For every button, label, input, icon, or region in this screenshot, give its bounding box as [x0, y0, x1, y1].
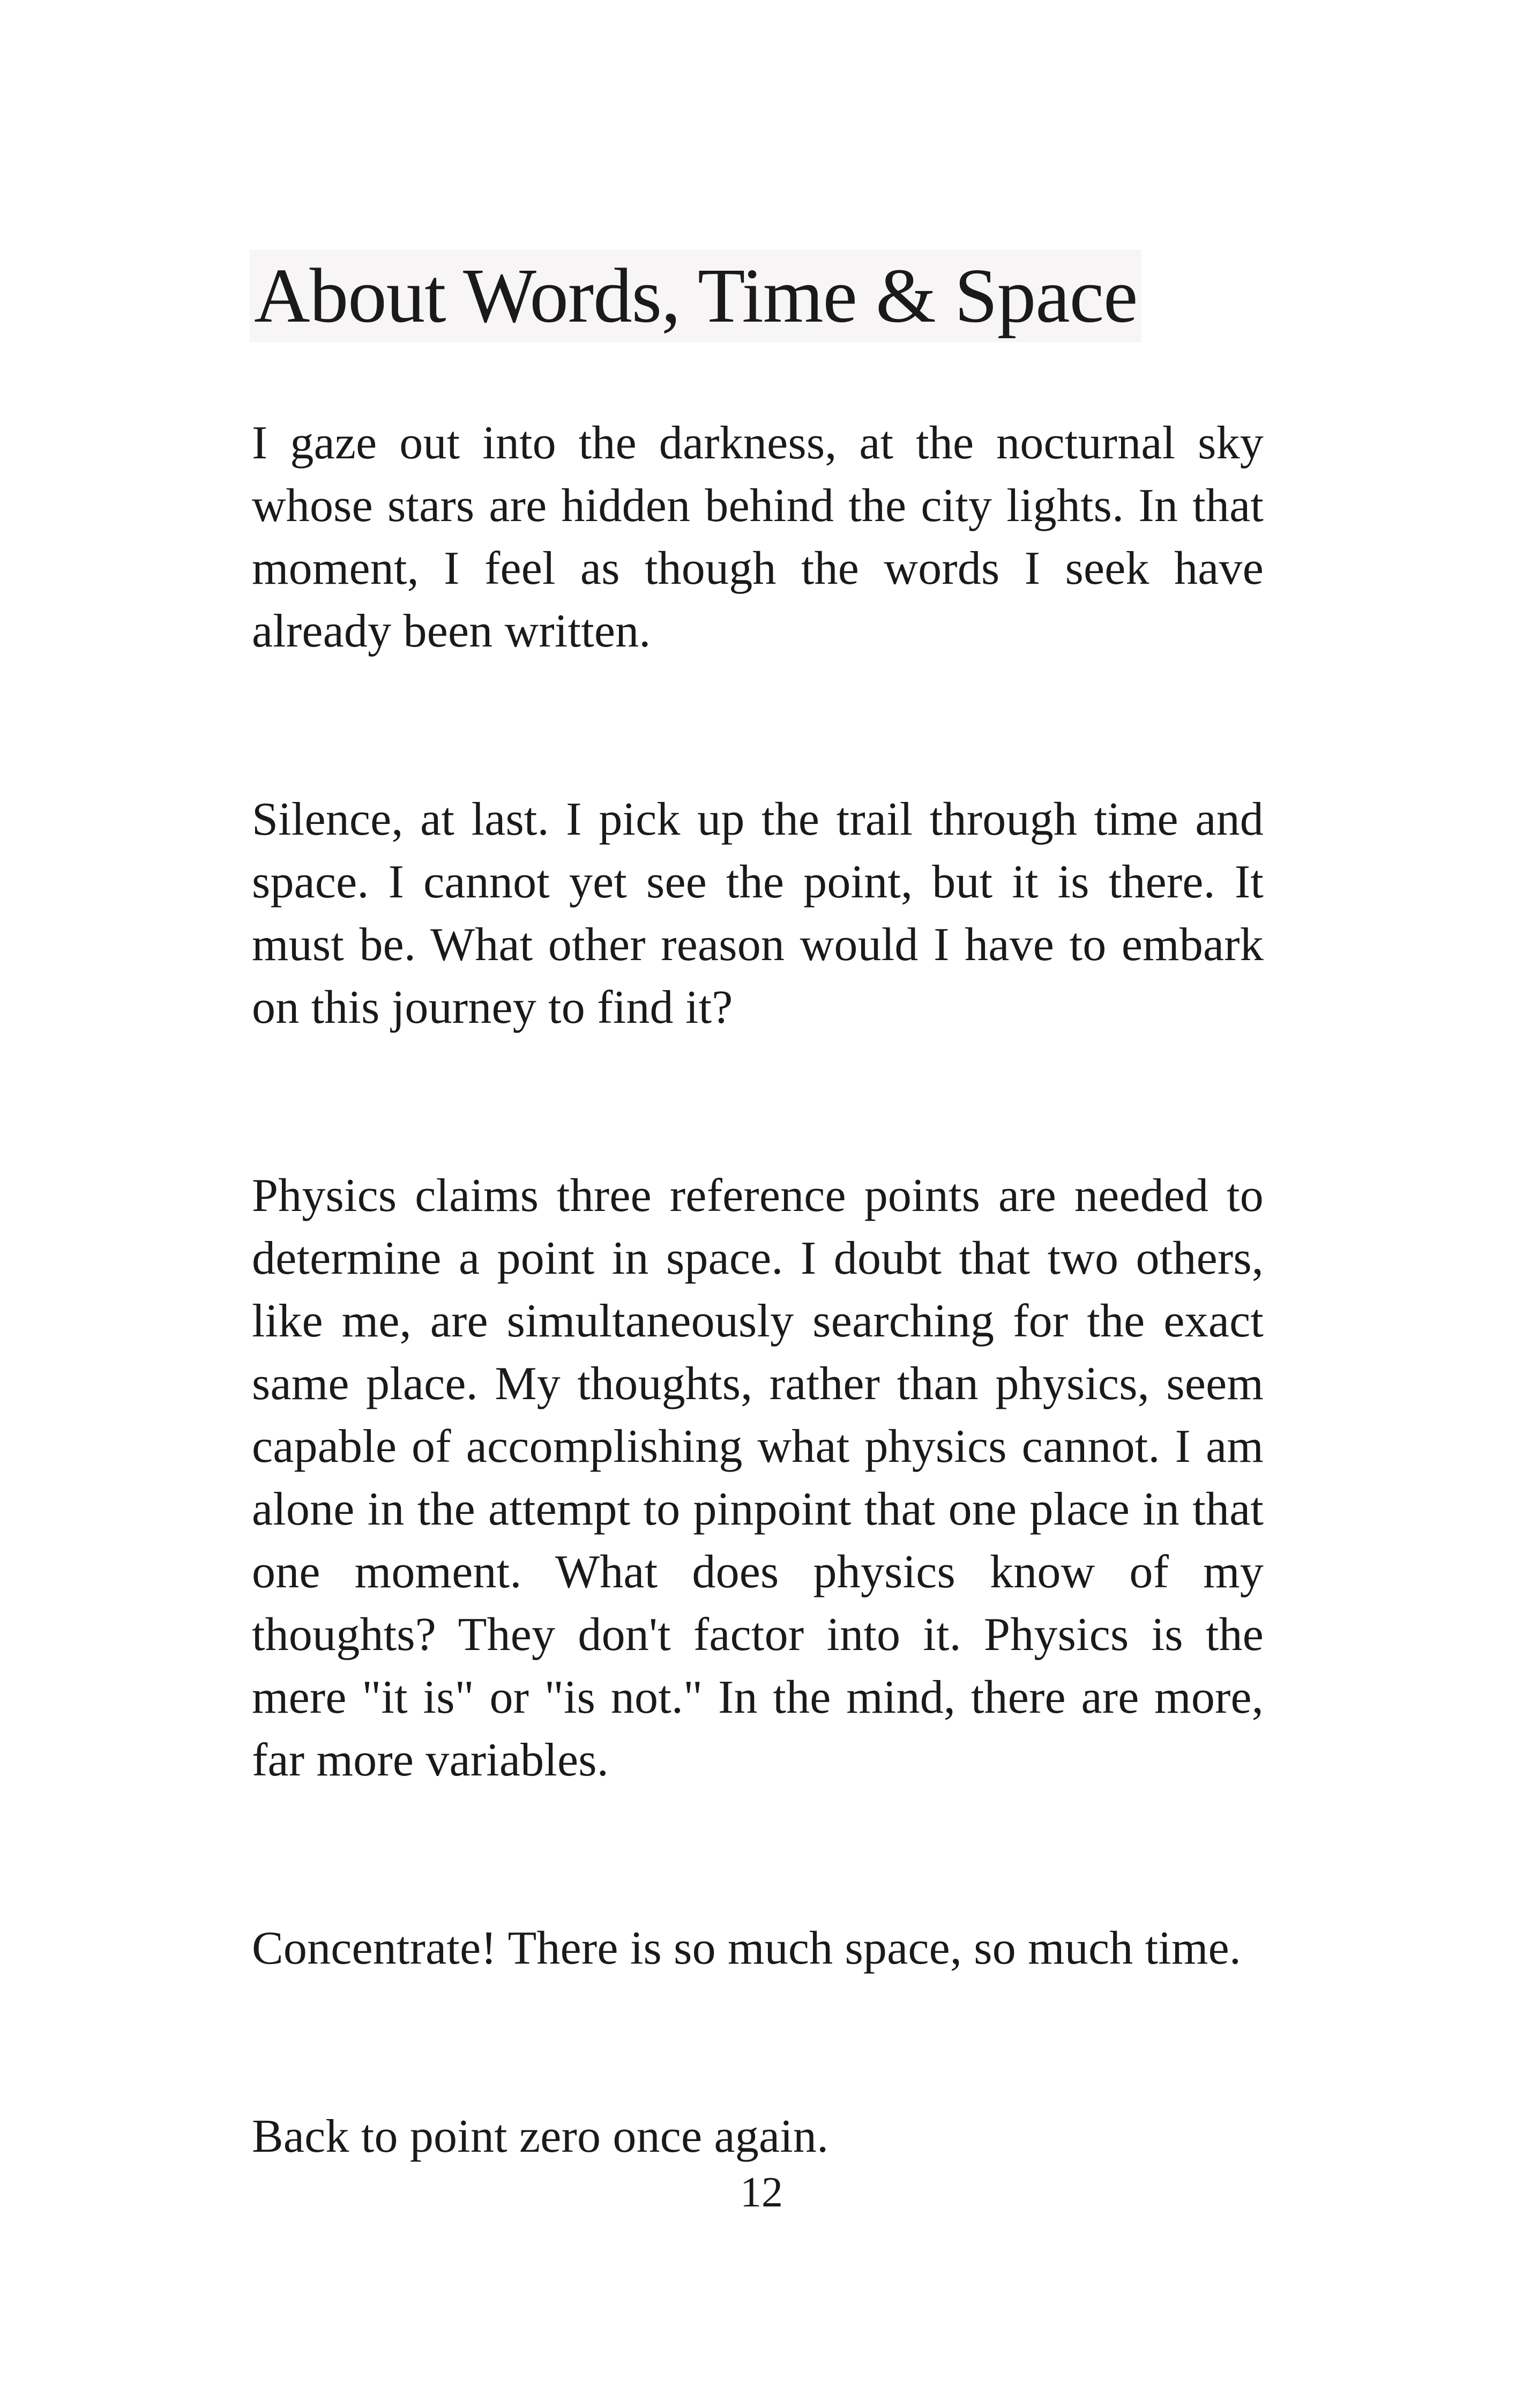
paragraph-3: Physics claims three reference points are needed to determine a point in space. I doubt that two others, like me, are simultaneously searching for the exact same place. My thoughts, rather than physics, seem capable of accomplishing what physics cannot. I am alone in the attempt to pinpoint that one place in that one moment. What does physics know of my thoughts? They don't factor into it. Physics is the mere "it is" or "is not." In the mind, there are more, far more variables. [252, 1170, 1264, 1786]
paragraph-2: Silence, at last. I pick up the trail through time and space. I cannot yet see the point, but it is there. It must be. What other reason would I have to embark on this journey to find it? [252, 793, 1264, 1034]
chapter-title: About Words, Time & Space [250, 250, 1141, 342]
paragraph-5: Back to point zero once again. [252, 2110, 829, 2162]
chapter-body [252, 412, 1264, 2168]
paragraph-1: I gaze out into the darkness, at the nocturnal sky whose stars are hidden behind the city lights. In that moment, I feel as though the words I seek have already been written. [252, 417, 1264, 657]
paragraph-4: Concentrate! There is so much space, so much time. [252, 1922, 1242, 1974]
page-number: 12 [740, 2169, 783, 2216]
